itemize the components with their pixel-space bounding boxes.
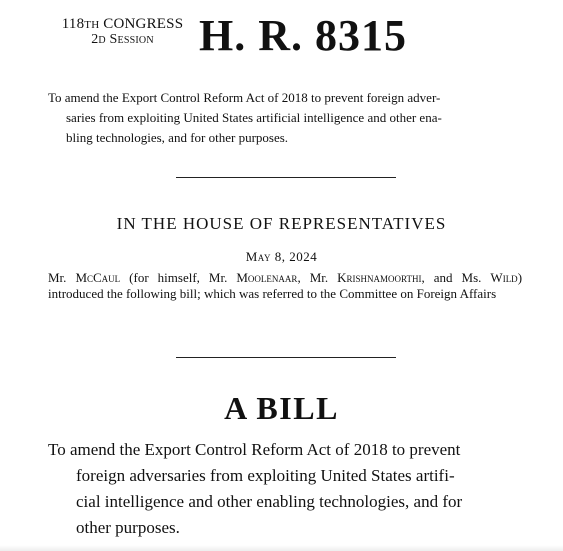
page-bottom-edge (0, 545, 563, 551)
sponsor-text: (for himself, Mr. (120, 270, 237, 285)
chamber-heading: IN THE HOUSE OF REPRESENTATIVES (116, 214, 447, 233)
divider-rule (176, 177, 396, 178)
long-title-line: cial intelligence and other enabling technologies, and for (76, 492, 463, 511)
short-title-line: bling technologies, and for other purposes. (66, 130, 289, 145)
cosponsor-name: Moolenaar (236, 270, 298, 285)
long-title (48, 437, 522, 541)
cosponsor-name: Wild (490, 270, 518, 285)
sponsor-text: , Mr. (297, 270, 338, 285)
sponsor-name: McCaul (75, 270, 121, 285)
introduction-date: May 8, 2024 (245, 249, 318, 264)
long-title-line: foreign adversaries from exploiting United States artifi- (76, 466, 455, 485)
referral-text: ) introduced the following bill; which was referred to the Committee on Foreign Affairs (48, 270, 523, 301)
short-title (48, 88, 518, 148)
long-title-line: other purposes. (76, 518, 180, 537)
long-title-line: To amend the Export Control Reform Act of 2018 to prevent (48, 440, 461, 459)
sponsor-text: , and Ms. (421, 270, 491, 285)
short-title-line: saries from exploiting United States artificial intelligence and other ena- (66, 110, 442, 125)
sponsor-prefix: Mr. (48, 270, 76, 285)
bill-number: H. R. 8315 (199, 11, 407, 60)
short-title-line: To amend the Export Control Reform Act of 2018 to prevent foreign adver- (48, 90, 441, 105)
cosponsor-name: Krishnamoorthi (337, 270, 422, 285)
congress-label: 118th CONGRESS (61, 16, 184, 32)
divider-rule (176, 357, 396, 358)
bill-heading: A BILL (224, 390, 339, 426)
congress-session-block (60, 16, 185, 48)
session-label: 2d Session (91, 32, 154, 47)
sponsor-paragraph (48, 270, 522, 302)
